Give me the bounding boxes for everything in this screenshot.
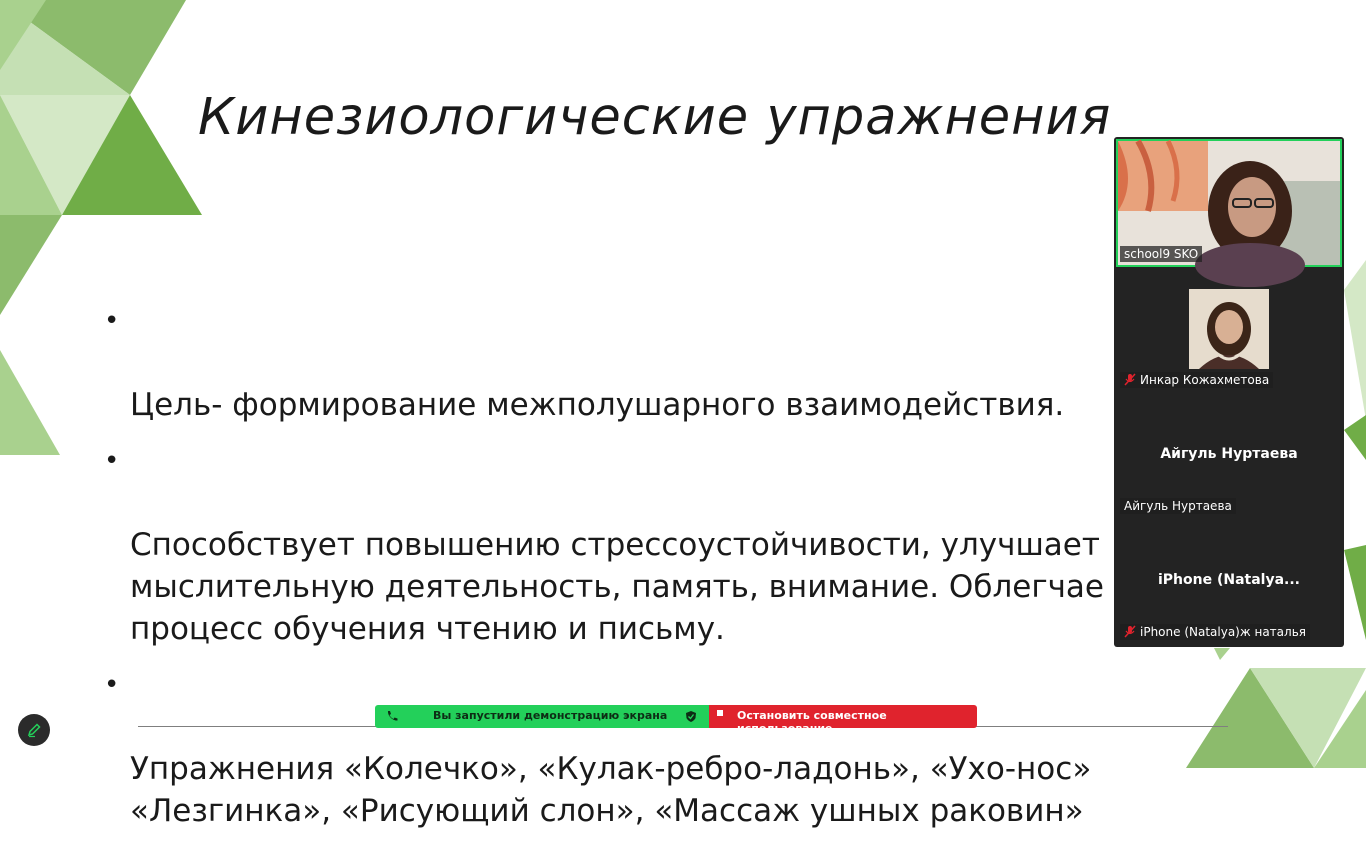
bullet-text: Способствует повышению стрессоустойчивости, улучшает мыслительную деятельность, память, внимание. Облегчае процесс обучения чтению и письму. — [130, 527, 1105, 647]
participant-name: iPhone (Natalya)ж наталья — [1140, 625, 1306, 639]
bullet-list — [104, 300, 1204, 846]
bullet-item — [104, 664, 1204, 832]
participant-name-tag — [1120, 372, 1273, 388]
slide-title: Кинезиологические упражнения — [198, 88, 1112, 147]
participant-display-name: iPhone (Natalya... — [1157, 572, 1300, 588]
share-status-text: Вы запустили демонстрацию экрана — [433, 709, 668, 722]
stop-share-label: Остановить совместное использование — [737, 709, 887, 735]
stop-share-button[interactable] — [709, 705, 977, 735]
participant-name-tag: Айгуль Нуртаева — [1120, 498, 1236, 514]
bullet-text: Цель- формирование межполушарного взаимодействия. — [130, 387, 1065, 423]
participants-panel[interactable] — [1114, 137, 1344, 647]
bullet-item — [104, 300, 1204, 426]
mic-muted-icon — [1124, 625, 1136, 638]
bullet-dot: • — [104, 446, 120, 476]
participant-name: Инкар Кожахметова — [1140, 373, 1270, 387]
mic-muted-icon — [1124, 373, 1136, 386]
share-toolbar — [375, 705, 977, 735]
participant-name-tag: school9 SKO — [1120, 246, 1202, 262]
share-status[interactable] — [375, 705, 709, 728]
active-speaker-tile[interactable] — [1116, 139, 1342, 267]
annotate-button[interactable] — [18, 714, 50, 746]
bullet-text: Упражнения «Колечко», «Кулак-ребро-ладонь», «Ухо-нос» «Лезгинка», «Рисующий слон», «Массаж ушных раковин» — [130, 751, 1092, 829]
bullet-dot: • — [104, 306, 120, 336]
bullet-dot: • — [104, 670, 120, 700]
participant-display-name: Айгуль Нуртаева — [1160, 446, 1298, 462]
participant-name-tag — [1120, 624, 1310, 640]
stop-icon — [717, 710, 723, 716]
pen-icon — [26, 722, 42, 738]
bullet-item — [104, 440, 1204, 650]
phone-icon — [385, 709, 399, 723]
shield-icon — [685, 710, 697, 723]
avatar-image — [1189, 289, 1269, 369]
avatar — [1189, 289, 1269, 369]
